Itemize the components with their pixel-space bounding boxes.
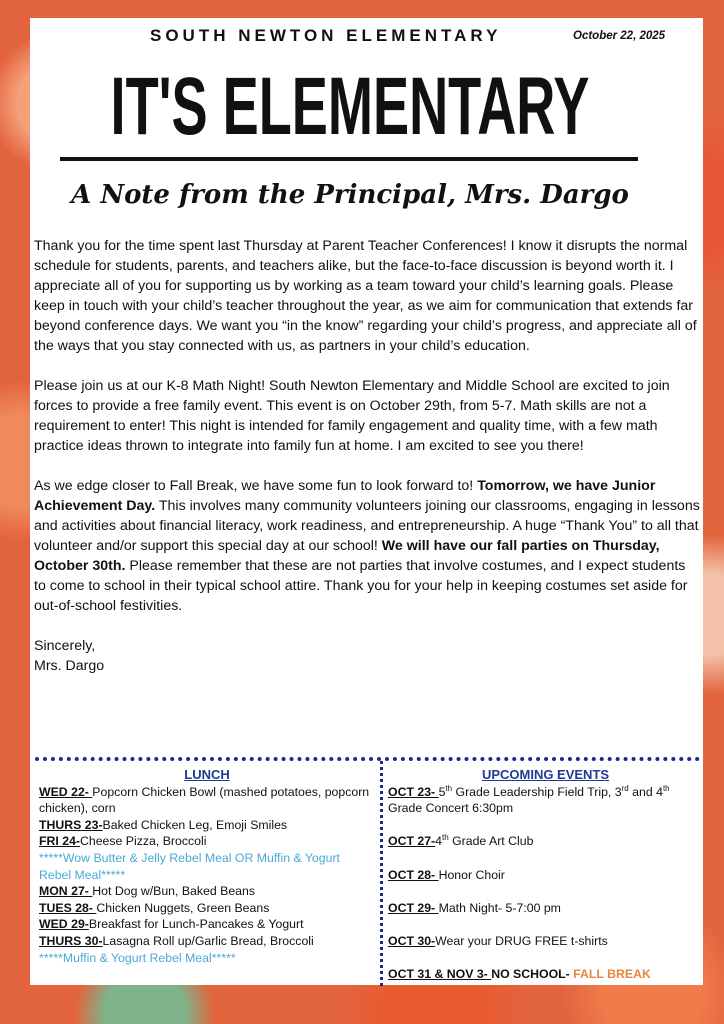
fall-break-highlight: FALL BREAK [573,967,651,982]
lunch-item [39,817,375,834]
lunch-day: THURS 23- [39,817,103,832]
event-date: OCT 27- [388,834,436,849]
lunch-note: *****Muffin & Yogurt Rebel Meal***** [39,950,236,965]
text: Honor Choir [438,867,505,882]
lunch-item [39,900,375,917]
lunch-day: WED 29- [39,917,89,932]
sup: th [442,833,449,843]
paragraph-fall-break [34,476,700,616]
text: 4 [435,834,442,849]
text: Math Night- 5-7:00 pm [438,900,561,915]
lunch-day: FRI 24- [39,834,80,849]
events-heading: UPCOMING EVENTS [481,767,610,782]
newsletter-date: October 22, 2025 [573,30,666,42]
sup: th [445,783,453,793]
signature: Mrs. Dargo [34,658,105,674]
info-section [35,757,700,989]
lunch-meal: Cheese Pizza, Broccoli [80,834,207,849]
text: Grade Concert 6:30pm [388,801,514,816]
principal-note-heading: A Note from the Principal, Mrs. Dargo [71,180,629,210]
title-underline [60,157,638,161]
lunch-meal: Hot Dog w/Bun, Baked Beans [92,884,255,899]
text: Grade Art Club [448,834,534,849]
lunch-heading: LUNCH [184,767,230,782]
sup: rd [621,783,629,793]
event-date: OCT 30- [388,933,436,948]
school-name: SOUTH NEWTON ELEMENTARY [150,26,502,45]
text: Please remember that these are not parties that involve costumes, and I expect students to come to school in their typical school attire. Thank you for your help in keeping costumes set aside for out-of-school festivities. [34,558,688,614]
lunch-item [39,883,375,900]
lunch-menu [39,767,375,966]
lunch-item [39,784,375,817]
text: This involves many community volunteers joining our classrooms, engaging in lessons and activities about financial literacy, work readiness, and entrepreneurship. A huge “Thank You” to all that volunteer and/or support this special day at our school! [34,498,700,554]
event-date: OCT 31 & NOV 3- [388,967,492,982]
event-item [388,966,703,983]
lunch-meal: Chicken Nuggets, Green Beans [96,900,270,915]
bold-text: Tomorrow, we have Junior Achievement Day. [34,478,656,514]
event-date: OCT 29- [388,900,439,915]
closing: Sincerely, [34,638,96,654]
event-item [388,784,703,817]
text: Wear your DRUG FREE t-shirts [435,933,608,948]
lunch-meal: Lasagna Roll up/Garlic Bread, Broccoli [102,933,314,948]
lunch-day: TUES 28- [39,900,97,915]
event-item [388,933,703,950]
text: 5 [438,784,446,799]
event-item [388,900,703,917]
event-date: OCT 23- [388,784,439,799]
text: and 4 [628,784,663,799]
paragraph-math-night: Please join us at our K-8 Math Night! South Newton Elementary and Middle School are excited to join forces to provide a free family event. This event is on October 29th, from 5-7. Math skills are not a requirement to enter! This night is intended for family engagement and quality time, with a few math practice ideas thrown to integrate into family fun at home. I am excited to see you there! [34,378,670,454]
sup: th [662,783,670,793]
paragraph-conferences: Thank you for the time spent last Thursday at Parent Teacher Conferences! I know it disrupts the normal schedule for students, parents, and teachers alike, but the face-to-face discussion is beyond worth it. I appreciate all of you for supporting us by working as a team toward your child’s learning goals. Please keep in touch with your child’s teacher throughout the year, as we aim for communication that extends far beyond conference days. We want you “in the know” regarding your child’s progress, and appreciate all of the ways that you stay connected with us, as partners in your child’s education. [34,238,697,354]
lunch-item [39,833,375,850]
lunch-note: *****Wow Butter & Jelly Rebel Meal OR Muffin & Yogurt Rebel Meal***** [39,850,340,882]
lunch-meal: Baked Chicken Leg, Emoji Smiles [102,817,288,832]
lunch-day: MON 27- [39,884,93,899]
lunch-meal: Breakfast for Lunch-Pancakes & Yogurt [88,917,304,932]
column-divider [380,761,383,986]
event-item [388,833,703,850]
lunch-item [39,916,375,933]
bold-text: We will have our fall parties on Thursday, October 30th. [34,538,660,574]
lunch-meal: Popcorn Chicken Bowl (mashed potatoes, popcorn chicken), corn [39,784,370,816]
upcoming-events [388,767,703,999]
principal-letter [34,236,700,676]
event-date: OCT 28- [388,867,439,882]
event-item [388,867,703,884]
lunch-item [39,933,375,950]
text: As we edge closer to Fall Break, we have some fun to look forward to! [34,478,478,494]
lunch-day: THURS 30- [39,933,103,948]
newsletter-title: IT'S ELEMENTARY [110,61,590,152]
lunch-list [39,784,375,967]
text: Grade Leadership Field Trip, 3 [452,784,622,799]
text: NO SCHOOL- [491,967,574,982]
lunch-day: WED 22- [39,784,93,799]
